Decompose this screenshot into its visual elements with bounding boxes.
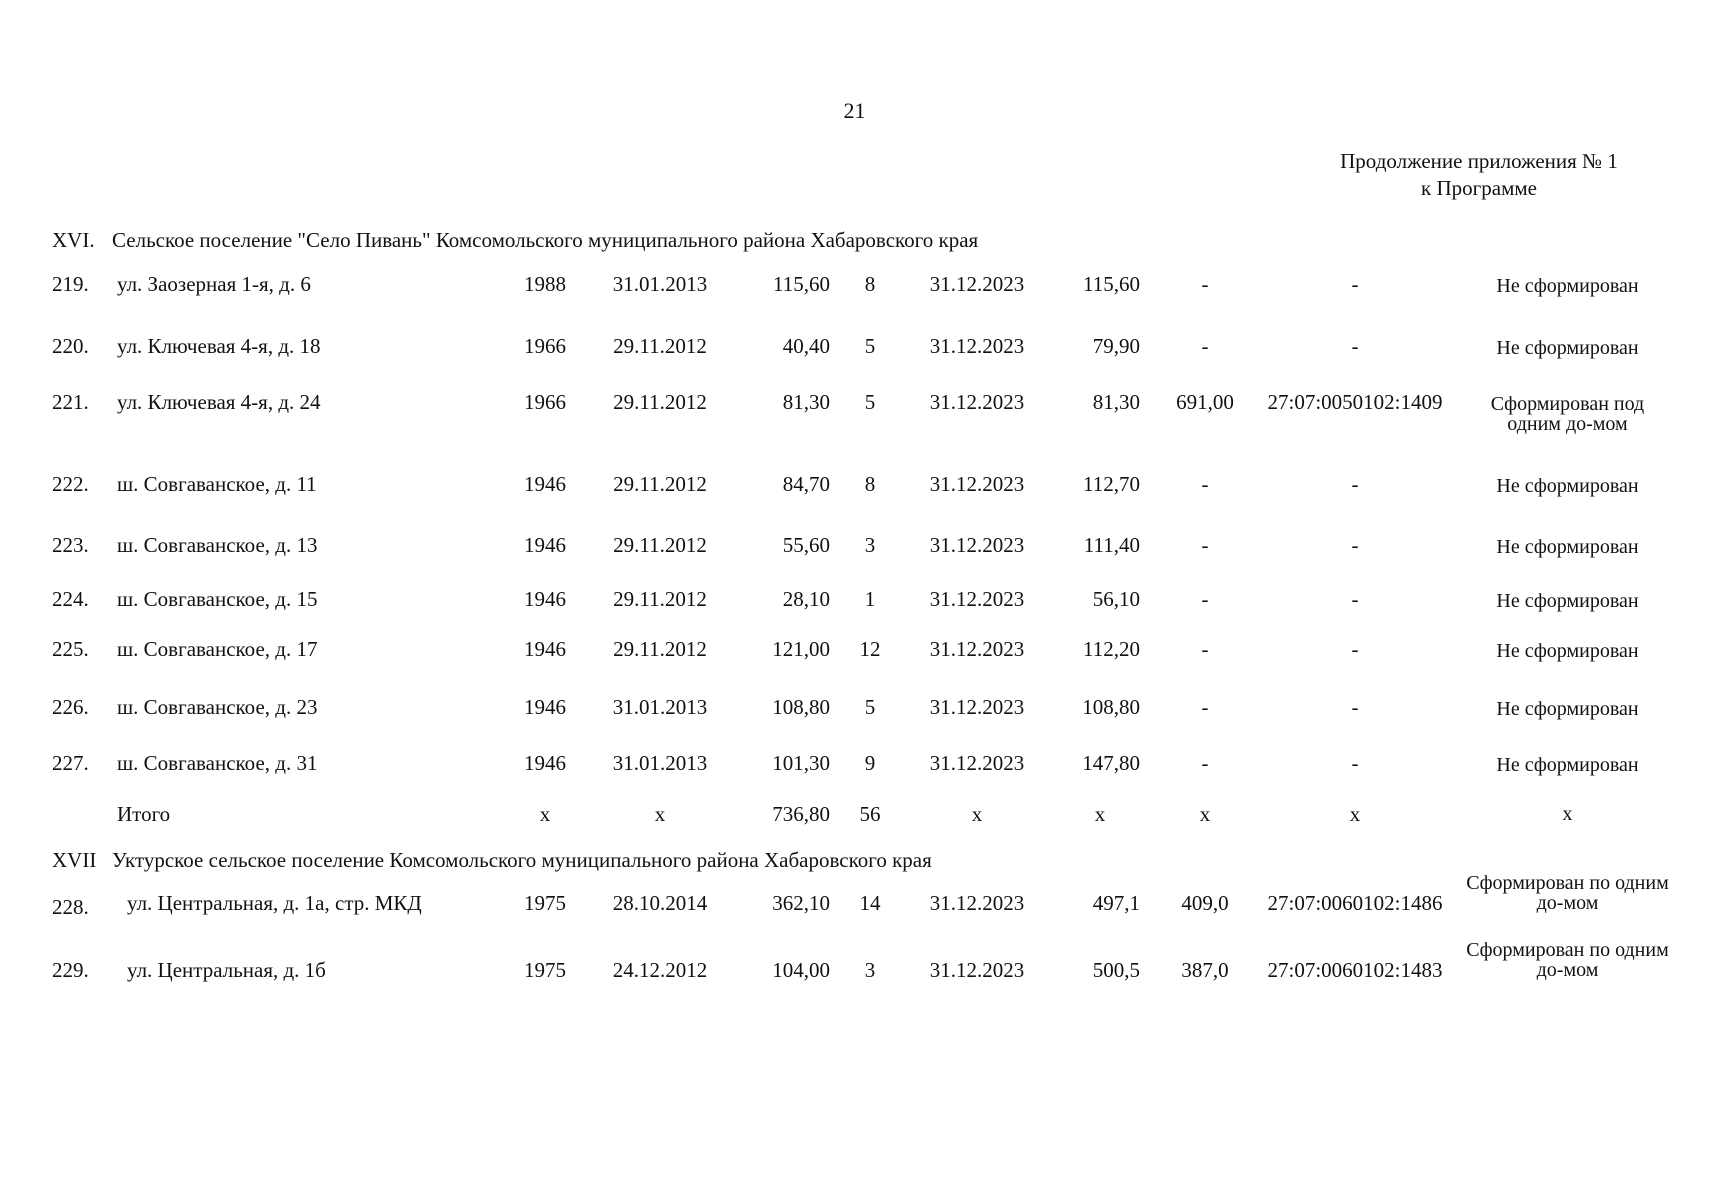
row-area2: 115,60 bbox=[1083, 272, 1140, 296]
total-status: x bbox=[1562, 803, 1573, 825]
row-status: Сформирован по одним до-мом bbox=[1466, 939, 1669, 981]
row-status: Не сформирован bbox=[1496, 698, 1639, 720]
row-land: - bbox=[1201, 637, 1209, 661]
row-people: 8 bbox=[864, 272, 876, 296]
row-land: 691,00 bbox=[1176, 390, 1234, 414]
row-number: 227. bbox=[52, 751, 89, 775]
row-date: 29.11.2012 bbox=[613, 533, 707, 557]
total-area2: x bbox=[1094, 802, 1106, 826]
row-number: 224. bbox=[52, 587, 89, 611]
row-area2: 81,30 bbox=[1092, 390, 1140, 414]
row-area2: 500,5 bbox=[1092, 958, 1140, 982]
section-title bbox=[52, 848, 932, 873]
row-date: 29.11.2012 bbox=[613, 334, 707, 358]
row-cadastral: - bbox=[1351, 472, 1359, 496]
row-cadastral: - bbox=[1351, 695, 1359, 719]
row-address: ш. Совгаванское, д. 17 bbox=[117, 637, 318, 661]
row-area2: 56,10 bbox=[1092, 587, 1140, 611]
row-people: 12 bbox=[859, 637, 881, 661]
row-year: 1946 bbox=[524, 751, 566, 775]
row-status: Сформирован под одним до-мом bbox=[1490, 393, 1645, 435]
row-date: 24.12.2012 bbox=[612, 958, 708, 982]
appendix-note-line1: Продолжение приложения № 1 bbox=[1340, 149, 1618, 173]
total-people: 56 bbox=[859, 802, 881, 826]
row-area: 55,60 bbox=[782, 533, 830, 557]
row-number: 221. bbox=[52, 390, 89, 414]
row-area: 115,60 bbox=[773, 272, 830, 296]
row-date2: 31.12.2023 bbox=[929, 390, 1025, 414]
row-cadastral: - bbox=[1351, 334, 1359, 358]
row-date2: 31.12.2023 bbox=[929, 637, 1025, 661]
page-number: 21 bbox=[843, 98, 866, 123]
row-cadastral: 27:07:0060102:1486 bbox=[1267, 891, 1443, 915]
appendix-note-line2: к Программе bbox=[1421, 176, 1537, 200]
row-area: 28,10 bbox=[782, 587, 830, 611]
row-area: 362,10 bbox=[772, 891, 830, 915]
row-number: 229. bbox=[52, 958, 89, 982]
row-area2: 79,90 bbox=[1092, 334, 1140, 358]
row-date: 29.11.2012 bbox=[613, 472, 707, 496]
row-number: 228. bbox=[52, 895, 89, 919]
row-land: - bbox=[1201, 751, 1209, 775]
total-date2: x bbox=[971, 802, 983, 826]
row-area2: 111,40 bbox=[1083, 533, 1140, 557]
row-people: 3 bbox=[864, 533, 876, 557]
row-cadastral: - bbox=[1351, 751, 1359, 775]
row-people: 5 bbox=[864, 695, 876, 719]
row-people: 3 bbox=[864, 958, 876, 982]
total-land: x bbox=[1199, 802, 1211, 826]
row-date2: 31.12.2023 bbox=[929, 751, 1025, 775]
row-area2: 108,80 bbox=[1082, 695, 1140, 719]
row-address: ш. Совгаванское, д. 15 bbox=[117, 587, 318, 611]
row-address: ул. Заозерная 1-я, д. 6 bbox=[117, 272, 311, 296]
row-cadastral: - bbox=[1351, 533, 1359, 557]
section-name: Уктурское сельское поселение Комсомольского муниципального района Хабаровского края bbox=[112, 848, 932, 872]
row-number: 223. bbox=[52, 533, 89, 557]
row-year: 1975 bbox=[524, 891, 566, 915]
row-number: 226. bbox=[52, 695, 89, 719]
row-land: - bbox=[1201, 695, 1209, 719]
total-date: x bbox=[654, 802, 666, 826]
row-people: 5 bbox=[864, 390, 876, 414]
row-status: Не сформирован bbox=[1496, 640, 1639, 662]
row-cadastral: 27:07:0050102:1409 bbox=[1267, 390, 1443, 414]
row-status: Не сформирован bbox=[1496, 754, 1639, 776]
total-area: 736,80 bbox=[772, 802, 830, 826]
row-area: 84,70 bbox=[782, 472, 830, 496]
row-address: ш. Совгаванское, д. 23 bbox=[117, 695, 318, 719]
row-area2: 112,70 bbox=[1083, 472, 1140, 496]
row-date2: 31.12.2023 bbox=[929, 334, 1025, 358]
section-title bbox=[52, 228, 978, 253]
row-land: 409,0 bbox=[1181, 891, 1229, 915]
row-people: 14 bbox=[859, 891, 881, 915]
row-area: 108,80 bbox=[772, 695, 830, 719]
section-name: Сельское поселение "Село Пивань" Комсомольского муниципального района Хабаровского края bbox=[112, 228, 979, 252]
row-land: - bbox=[1201, 334, 1209, 358]
row-number: 222. bbox=[52, 472, 89, 496]
row-area: 104,00 bbox=[772, 958, 830, 982]
row-date2: 31.12.2023 bbox=[929, 958, 1025, 982]
row-date: 29.11.2012 bbox=[613, 390, 707, 414]
total-label: Итого bbox=[117, 802, 171, 826]
row-address: ул. Ключевая 4-я, д. 18 bbox=[117, 334, 321, 358]
row-status: Не сформирован bbox=[1496, 475, 1639, 497]
row-address: ш. Совгаванское, д. 11 bbox=[117, 472, 317, 496]
appendix-note bbox=[1309, 148, 1649, 202]
row-land: - bbox=[1201, 272, 1209, 296]
total-year: x bbox=[539, 802, 551, 826]
row-address: ул. Центральная, д. 1а, стр. МКД bbox=[127, 891, 422, 915]
row-year: 1946 bbox=[524, 695, 566, 719]
row-year: 1966 bbox=[524, 390, 566, 414]
row-land: - bbox=[1201, 533, 1209, 557]
row-status: Не сформирован bbox=[1496, 590, 1639, 612]
row-year: 1975 bbox=[524, 958, 566, 982]
row-date: 29.11.2012 bbox=[613, 587, 707, 611]
row-land: - bbox=[1201, 587, 1209, 611]
row-status: Не сформирован bbox=[1496, 275, 1639, 297]
row-date2: 31.12.2023 bbox=[929, 587, 1025, 611]
row-cadastral: - bbox=[1351, 637, 1359, 661]
row-year: 1946 bbox=[524, 587, 566, 611]
row-date2: 31.12.2023 bbox=[929, 891, 1025, 915]
row-date2: 31.12.2023 bbox=[929, 695, 1025, 719]
row-year: 1946 bbox=[524, 637, 566, 661]
row-area: 81,30 bbox=[782, 390, 830, 414]
row-status: Не сформирован bbox=[1496, 337, 1639, 359]
row-cadastral: - bbox=[1351, 272, 1359, 296]
row-date: 29.11.2012 bbox=[613, 637, 707, 661]
row-year: 1946 bbox=[524, 472, 566, 496]
row-area2: 147,80 bbox=[1082, 751, 1140, 775]
row-date: 28.10.2014 bbox=[612, 891, 708, 915]
row-status: Не сформирован bbox=[1496, 536, 1639, 558]
section-number: XVI. bbox=[52, 228, 95, 252]
row-date: 31.01.2013 bbox=[612, 272, 708, 296]
row-date2: 31.12.2023 bbox=[929, 272, 1025, 296]
row-date2: 31.12.2023 bbox=[929, 533, 1025, 557]
row-area2: 112,20 bbox=[1083, 637, 1140, 661]
row-status: Сформирован по одним до-мом bbox=[1466, 872, 1669, 914]
row-year: 1988 bbox=[524, 272, 566, 296]
row-area2: 497,1 bbox=[1092, 891, 1140, 915]
row-people: 9 bbox=[864, 751, 876, 775]
row-number: 219. bbox=[52, 272, 89, 296]
row-people: 8 bbox=[864, 472, 876, 496]
row-date2: 31.12.2023 bbox=[929, 472, 1025, 496]
row-date: 31.01.2013 bbox=[612, 695, 708, 719]
row-land: - bbox=[1201, 472, 1209, 496]
row-number: 220. bbox=[52, 334, 89, 358]
row-people: 5 bbox=[864, 334, 876, 358]
row-people: 1 bbox=[864, 587, 876, 611]
row-area: 101,30 bbox=[772, 751, 830, 775]
row-area: 121,00 bbox=[772, 637, 830, 661]
row-address: ул. Центральная, д. 1б bbox=[127, 958, 326, 982]
row-address: ш. Совгаванское, д. 31 bbox=[117, 751, 318, 775]
row-address: ш. Совгаванское, д. 13 bbox=[117, 533, 318, 557]
row-cadastral: - bbox=[1351, 587, 1359, 611]
row-number: 225. bbox=[52, 637, 89, 661]
row-area: 40,40 bbox=[782, 334, 830, 358]
row-land: 387,0 bbox=[1181, 958, 1229, 982]
row-cadastral: 27:07:0060102:1483 bbox=[1267, 958, 1443, 982]
row-year: 1966 bbox=[524, 334, 566, 358]
section-number: XVII bbox=[52, 848, 97, 872]
row-address: ул. Ключевая 4-я, д. 24 bbox=[117, 390, 321, 414]
total-cadastral: x bbox=[1349, 802, 1361, 826]
row-year: 1946 bbox=[524, 533, 566, 557]
row-date: 31.01.2013 bbox=[612, 751, 708, 775]
